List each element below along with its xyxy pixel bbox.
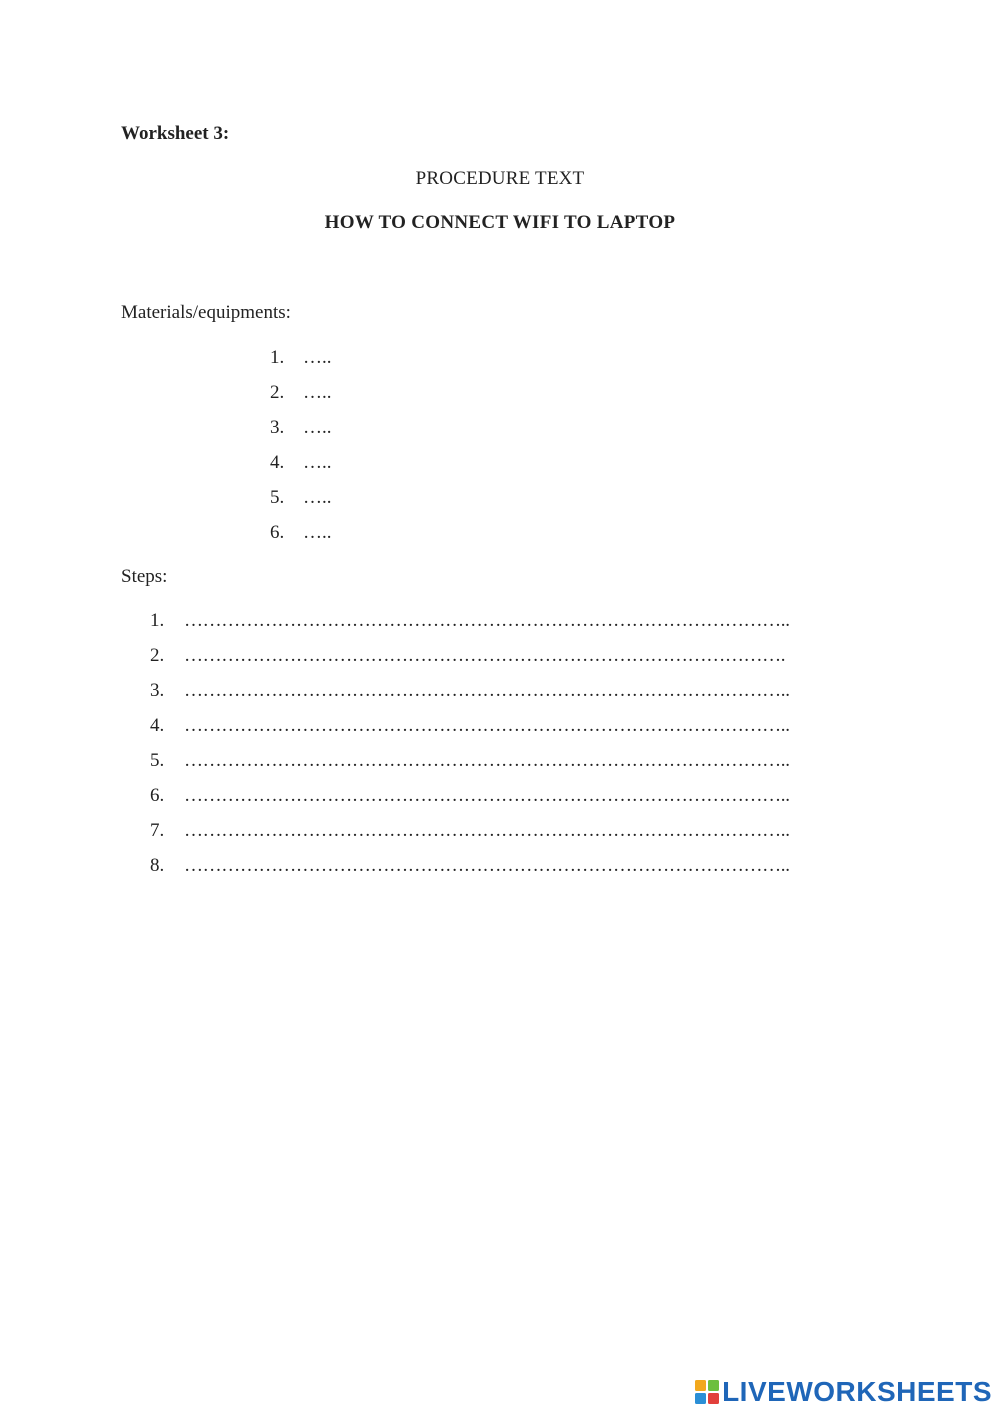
step-item[interactable] bbox=[150, 821, 790, 856]
item-number: 1. bbox=[270, 347, 285, 368]
answer-blank[interactable]: …………………………………………………………………………………….. bbox=[184, 680, 790, 701]
answer-blank[interactable]: ….. bbox=[303, 417, 332, 438]
step-item[interactable] bbox=[150, 786, 790, 821]
materials-heading: Materials/equipments: bbox=[121, 302, 291, 323]
item-number: 3. bbox=[270, 417, 285, 438]
liveworksheets-logo-icon bbox=[695, 1380, 719, 1404]
step-number: 4. bbox=[150, 715, 165, 736]
materials-item[interactable] bbox=[270, 488, 332, 523]
document-title: HOW TO CONNECT WIFI TO LAPTOP bbox=[324, 212, 676, 233]
item-number: 5. bbox=[270, 487, 285, 508]
steps-list bbox=[150, 611, 790, 891]
step-number: 8. bbox=[150, 855, 165, 876]
answer-blank[interactable]: ….. bbox=[303, 522, 332, 543]
materials-item[interactable] bbox=[270, 418, 332, 453]
answer-blank[interactable]: ….. bbox=[303, 347, 332, 368]
brand-name: LIVEWORKSHEETS bbox=[722, 1376, 992, 1407]
answer-blank[interactable]: ….. bbox=[303, 382, 332, 403]
step-item[interactable] bbox=[150, 716, 790, 751]
step-item[interactable] bbox=[150, 681, 790, 716]
materials-item[interactable] bbox=[270, 383, 332, 418]
answer-blank[interactable]: …………………………………………………………………………………….. bbox=[184, 750, 790, 771]
answer-blank[interactable]: ….. bbox=[303, 452, 332, 473]
step-item[interactable] bbox=[150, 611, 790, 646]
answer-blank[interactable]: …………………………………………………………………………………….. bbox=[184, 855, 790, 876]
item-number: 4. bbox=[270, 452, 285, 473]
step-number: 2. bbox=[150, 645, 165, 666]
step-number: 1. bbox=[150, 610, 165, 631]
materials-item[interactable] bbox=[270, 453, 332, 488]
answer-blank[interactable]: …………………………………………………………………………………….. bbox=[184, 820, 790, 841]
liveworksheets-brand bbox=[695, 1377, 992, 1407]
materials-item[interactable] bbox=[270, 348, 332, 383]
answer-blank[interactable]: …………………………………………………………………………………….. bbox=[184, 715, 790, 736]
answer-blank[interactable]: ……………………………………………………………………………………. bbox=[184, 645, 786, 666]
genre-heading: PROCEDURE TEXT bbox=[415, 168, 585, 189]
answer-blank[interactable]: …………………………………………………………………………………….. bbox=[184, 785, 790, 806]
answer-blank[interactable]: ….. bbox=[303, 487, 332, 508]
materials-item[interactable] bbox=[270, 523, 332, 558]
materials-list bbox=[270, 348, 332, 558]
item-number: 2. bbox=[270, 382, 285, 403]
answer-blank[interactable]: …………………………………………………………………………………….. bbox=[184, 610, 790, 631]
step-number: 5. bbox=[150, 750, 165, 771]
step-item[interactable] bbox=[150, 856, 790, 891]
step-item[interactable] bbox=[150, 751, 790, 786]
step-number: 7. bbox=[150, 820, 165, 841]
steps-heading: Steps: bbox=[121, 566, 168, 587]
item-number: 6. bbox=[270, 522, 285, 543]
step-item[interactable] bbox=[150, 646, 790, 681]
step-number: 3. bbox=[150, 680, 165, 701]
step-number: 6. bbox=[150, 785, 165, 806]
worksheet-label: Worksheet 3: bbox=[121, 123, 230, 144]
